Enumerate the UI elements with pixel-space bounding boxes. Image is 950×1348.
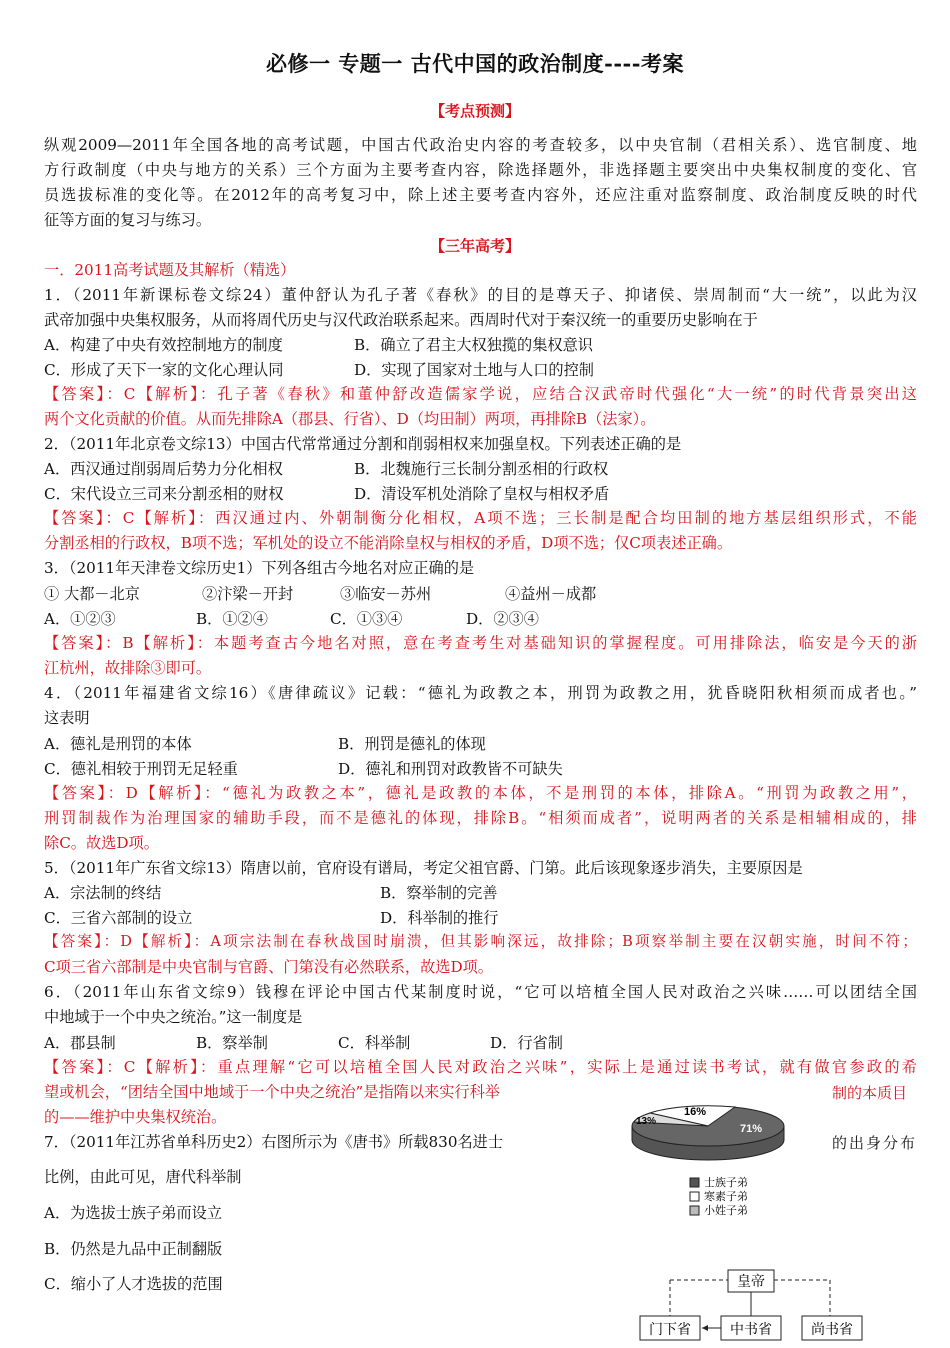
intro-line-2: 方行政制度（中央与地方的关系）三个方面为主要考查内容，除选择题外，非选择题主要突出中央集权制度的变化、官 bbox=[44, 161, 917, 179]
pie-chart-figure bbox=[580, 1088, 830, 1228]
pie-chart-svg bbox=[580, 1088, 830, 1228]
intro-line-3: 员选拔标准的变化等。在2012年的高考复习中，除上述主要考查内容外，还应注重对监察制度、政治制度反映的时代 bbox=[44, 186, 917, 204]
q6-answer-line-2-tail: 制的本质目 bbox=[832, 1084, 908, 1102]
q3-item-3: ③临安－苏州 bbox=[340, 585, 432, 603]
q3-answer-line-1: 【答案】：B【解析】：本题考查古今地名对照，意在考查考生对基础知识的掌握程度。可用排除法，临安是今天的浙 bbox=[44, 634, 917, 652]
legend-label-xiaoxing: 小姓子弟 bbox=[704, 1204, 748, 1217]
intro-line-4: 征等方面的复习与练习。 bbox=[44, 211, 212, 229]
node-emperor: 皇帝 bbox=[737, 1274, 765, 1290]
page-title: 必修一 专题一 古代中国的政治制度----考案 bbox=[266, 51, 684, 76]
q5-option-b: B．察举制的完善 bbox=[380, 884, 498, 902]
q3-option-a: A．①②③ bbox=[44, 610, 116, 628]
pie-label-13: 13% bbox=[636, 1116, 657, 1127]
q6-answer-line-1: 【答案】：C【解析】：重点理解“它可以培植全国人民对政治之兴味”，实际上是通过读书考试，就有做官参政的希 bbox=[44, 1058, 917, 1076]
q7-stem-left: 7．（2011年江苏省单科历史2）右图所示为《唐书》所载830名进士 bbox=[44, 1133, 504, 1151]
q7-option-c: C．缩小了人才选拔的范围 bbox=[44, 1275, 223, 1293]
q1-option-a: A．构建了中央有效控制地方的制度 bbox=[44, 336, 283, 354]
intro-line-1: 纵观2009—2011年全国各地的高考试题，中国古代政治史内容的考查较多，以中央官制（君相关系）、选官制度、地 bbox=[44, 136, 917, 154]
q5-stem: 5．（2011年广东省文综13）隋唐以前，官府设有谱局，考定父祖官爵、门第。此后该现象逐步消失，主要原因是 bbox=[44, 859, 803, 877]
q7-option-b: B．仍然是九品中正制翻版 bbox=[44, 1240, 223, 1258]
q6-option-d: D．行省制 bbox=[490, 1034, 563, 1052]
q3-item-2: ②汴梁－开封 bbox=[202, 585, 294, 603]
q7-stem-line-2: 比例，由此可见，唐代科举制 bbox=[44, 1168, 242, 1186]
q5-answer-line-1: 【答案】：D【解析】：A项宗法制在春秋战国时崩溃，但其影响深远，故排除；B项察举制主要在汉朝实施，时间不符； bbox=[44, 933, 917, 950]
arrowhead-icon bbox=[702, 1325, 708, 1331]
q6-option-a: A．郡县制 bbox=[44, 1034, 116, 1052]
section-heading-forecast: 【考点预测】 bbox=[429, 102, 520, 120]
q7-stem-right: 的出身分布 bbox=[832, 1134, 918, 1152]
section-heading-three-years: 【三年高考】 bbox=[429, 237, 520, 255]
node-menxia: 门下省 bbox=[649, 1322, 691, 1338]
q2-option-b: B．北魏施行三长制分割丞相的行政权 bbox=[354, 460, 609, 478]
q3-answer-line-2: 江杭州，故排除③即可。 bbox=[44, 659, 212, 677]
three-departments-diagram bbox=[630, 1268, 880, 1344]
q3-stem: 3．（2011年天津卷文综历史1）下列各组古今地名对应正确的是 bbox=[44, 559, 475, 577]
legend-swatch-shizu bbox=[690, 1178, 699, 1187]
q4-stem-line-2: 这表明 bbox=[44, 709, 90, 727]
q3-option-c: C．①③④ bbox=[330, 610, 403, 628]
q3-item-1: ① 大都－北京 bbox=[44, 585, 140, 603]
q2-option-c: C．宋代设立三司来分割丞相的财权 bbox=[44, 485, 284, 503]
subheading-2011: 一．2011高考试题及其解析（精选） bbox=[44, 261, 296, 279]
q5-answer-line-2: C项三省六部制是中央官制与官爵、门第没有必然联系，故选D项。 bbox=[44, 958, 494, 976]
q3-item-4: ④益州－成都 bbox=[505, 585, 597, 603]
q6-stem-line-1: 6．（2011年山东省文综9）钱穆在评论中国古代某制度时说，“它可以培植全国人民对政治之兴味……可以团结全国 bbox=[44, 983, 917, 1001]
q5-option-c: C．三省六部制的设立 bbox=[44, 909, 193, 927]
legend-label-shizu: 士族子弟 bbox=[704, 1176, 748, 1189]
q4-answer-line-1: 【答案】：D【解析】：“德礼为政教之本”，德礼是政教的本体，不是刑罚的本体，排除A。“刑罚为政教之用”， bbox=[44, 784, 917, 802]
q1-stem-line-2: 武帝加强中央集权服务，从而将周代历史与汉代政治联系起来。西周时代对于秦汉统一的重要历史影响在于 bbox=[44, 311, 758, 329]
q6-option-b: B．察举制 bbox=[196, 1034, 268, 1052]
q1-stem-line-1: 1．（2011年新课标卷文综24）董仲舒认为孔子著《春秋》的目的是尊天子、抑诸侯、崇周制而“大一统”，以此为汉 bbox=[44, 286, 917, 304]
q4-answer-line-3: 除C。故选D项。 bbox=[44, 834, 159, 852]
q2-stem: 2．（2011年北京卷文综13）中国古代常常通过分割和削弱相权来加强皇权。下列表述正确的是 bbox=[44, 435, 682, 453]
q2-answer-line-1: 【答案】：C【解析】：西汉通过内、外朝制衡分化相权，A项不选；三长制是配合均田制的地方基层组织形式，不能 bbox=[44, 509, 917, 527]
q4-answer-line-2: 刑罚制裁作为治理国家的辅助手段，而不是德礼的体现，排除B。“相须而成者”，说明两者的关系是相辅相成的，排 bbox=[44, 809, 917, 827]
q1-option-d: D．实现了国家对土地与人口的控制 bbox=[354, 361, 594, 379]
q7-option-a: A．为选拔士族子弟而设立 bbox=[44, 1204, 223, 1222]
node-zhongshu: 中书省 bbox=[730, 1322, 772, 1338]
pie-label-71: 71% bbox=[740, 1123, 763, 1135]
pie-label-16: 16% bbox=[684, 1106, 707, 1118]
q5-option-d: D．科举制的推行 bbox=[380, 909, 499, 927]
q6-stem-line-2: 中地域于一个中央之统治。”这一制度是 bbox=[44, 1008, 303, 1026]
q4-stem-line-1: 4．（2011年福建省文综16）《唐律疏议》记载：“德礼为政教之本，刑罚为政教之用，犹昏晓阳秋相须而成者也。” bbox=[44, 684, 917, 702]
legend-swatch-xiaoxing bbox=[690, 1206, 699, 1215]
q3-option-b: B．①②④ bbox=[196, 610, 268, 628]
q2-option-d: D．清设军机处消除了皇权与相权矛盾 bbox=[354, 485, 610, 503]
diagram-svg bbox=[630, 1268, 880, 1344]
legend-swatch-hansu bbox=[690, 1192, 699, 1201]
q1-option-c: C．形成了天下一家的文化心理认同 bbox=[44, 361, 284, 379]
q6-answer-line-2: 望或机会，“团结全国中地域于一个中央之统治”是指隋以来实行科举 bbox=[44, 1083, 500, 1101]
q6-option-c: C．科举制 bbox=[338, 1034, 411, 1052]
q4-option-d: D．德礼和刑罚对政教皆不可缺失 bbox=[338, 760, 563, 778]
q2-answer-line-2: 分割丞相的行政权，B项不选；军机处的设立不能消除皇权与相权的矛盾，D项不选；仅C项表述正确。 bbox=[44, 534, 733, 552]
q1-answer-line-1: 【答案】：C【解析】：孔子著《春秋》和董仲舒改造儒家学说，应结合汉武帝时代强化“大一统”的时代背景突出这 bbox=[44, 385, 917, 403]
node-shangshu: 尚书省 bbox=[811, 1322, 853, 1338]
q4-option-c: C．德礼相较于刑罚无足轻重 bbox=[44, 760, 238, 778]
legend-label-hansu: 寒素子弟 bbox=[704, 1190, 748, 1203]
q6-answer-line-3: 的——维护中央集权统治。 bbox=[44, 1108, 227, 1126]
q1-answer-line-2: 两个文化贡献的价值。从而先排除A（郡县、行省）、D（均田制）两项，再排除B（法家）。 bbox=[44, 410, 656, 428]
q4-option-b: B．刑罚是德礼的体现 bbox=[338, 735, 486, 753]
q2-option-a: A．西汉通过削弱周后势力分化相权 bbox=[44, 460, 283, 478]
q4-option-a: A．德礼是刑罚的本体 bbox=[44, 735, 192, 753]
q1-option-b: B．确立了君主大权独揽的集权意识 bbox=[354, 336, 593, 354]
q3-option-d: D．②③④ bbox=[466, 610, 539, 628]
q5-option-a: A．宗法制的终结 bbox=[44, 884, 162, 902]
